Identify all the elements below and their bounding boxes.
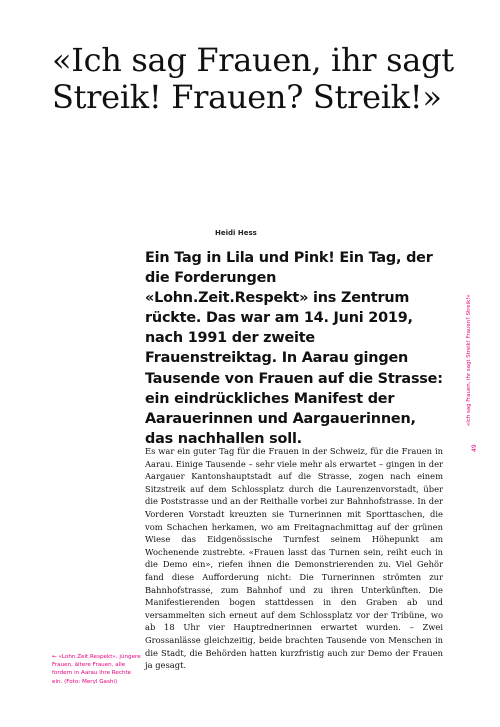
- author-byline: Heidi Hess: [215, 229, 257, 237]
- article-title: «Ich sag Frauen, ihr sagt Streik! Frauen? Streik!»: [52, 41, 454, 116]
- lead-paragraph: Ein Tag in Lila und Pink! Ein Tag, der die Forderungen «Lohn.Zeit.Respekt» ins Zentrum rückte. Das war am 14. Juni 2019, nach 1991 der zweite Frauenstreiktag. In Aarau gingen Tausende von Frauen auf die Strasse: ein eindrückliches Manifest der Aarauerinnen und Aargauerinnen, das nachhallen soll.: [145, 250, 443, 447]
- photo-caption: ← «Lohn.Zeit.Respekt», jüngere Frauen, ältere Frauen, alle fordern in Aarau ihre Rechte ein. (Foto: Meryl Gashi): [52, 654, 141, 685]
- page-number: 49: [471, 444, 478, 452]
- body-text: Es war ein guter Tag für die Frauen in der Schweiz, für die Frauen in Aarau. Einige Tausende – sehr viele mehr als erwartet – gingen in der Aargauer Kantonshauptstadt auf die Strasse, zogen nach einem Sitzstreik auf dem Schlossplatz durch die Laurenzenvorstadt, über die Poststrasse und an der Reithalle vorbei zur Bahnhofstrasse. In der Vorderen Vorstadt kreuzten sie Turnerinnen mit Sporttaschen, die vom Schachen herkamen, wo am Freitagnachmittag auf der grünen Wiese das Eidgenössische Turnfest seinem Höhepunkt am Wochenende zustrebte. «Frauen lasst das Turnen sein, reiht euch in die Demo ein», riefen ihnen die Demonstrierenden zu. Viel Gehör fand diese Aufforderung nicht: Die Turnerinnen strömten zur Bahnhofstrasse, zum Bahnhof und zu ihren Unterkünften. Die Manifestierenden bogen stattdessen in den Graben ab und versammelten sich erneut auf dem Schlossplatz vor der Tribüne, wo ab 18 Uhr vier Hauptrednerinnen erwartet wurden. – Zwei Grossanlässe gleichzeitig, beide brachten Tausende von Menschen in die Stadt, die Behörden hatten kurzfristig auch zur Demo der Frauen ja gesagt.: [145, 446, 443, 671]
- running-head: «Ich sag Frauen, ihr sagt Streik! Frauen? Streik!»: [466, 294, 472, 426]
